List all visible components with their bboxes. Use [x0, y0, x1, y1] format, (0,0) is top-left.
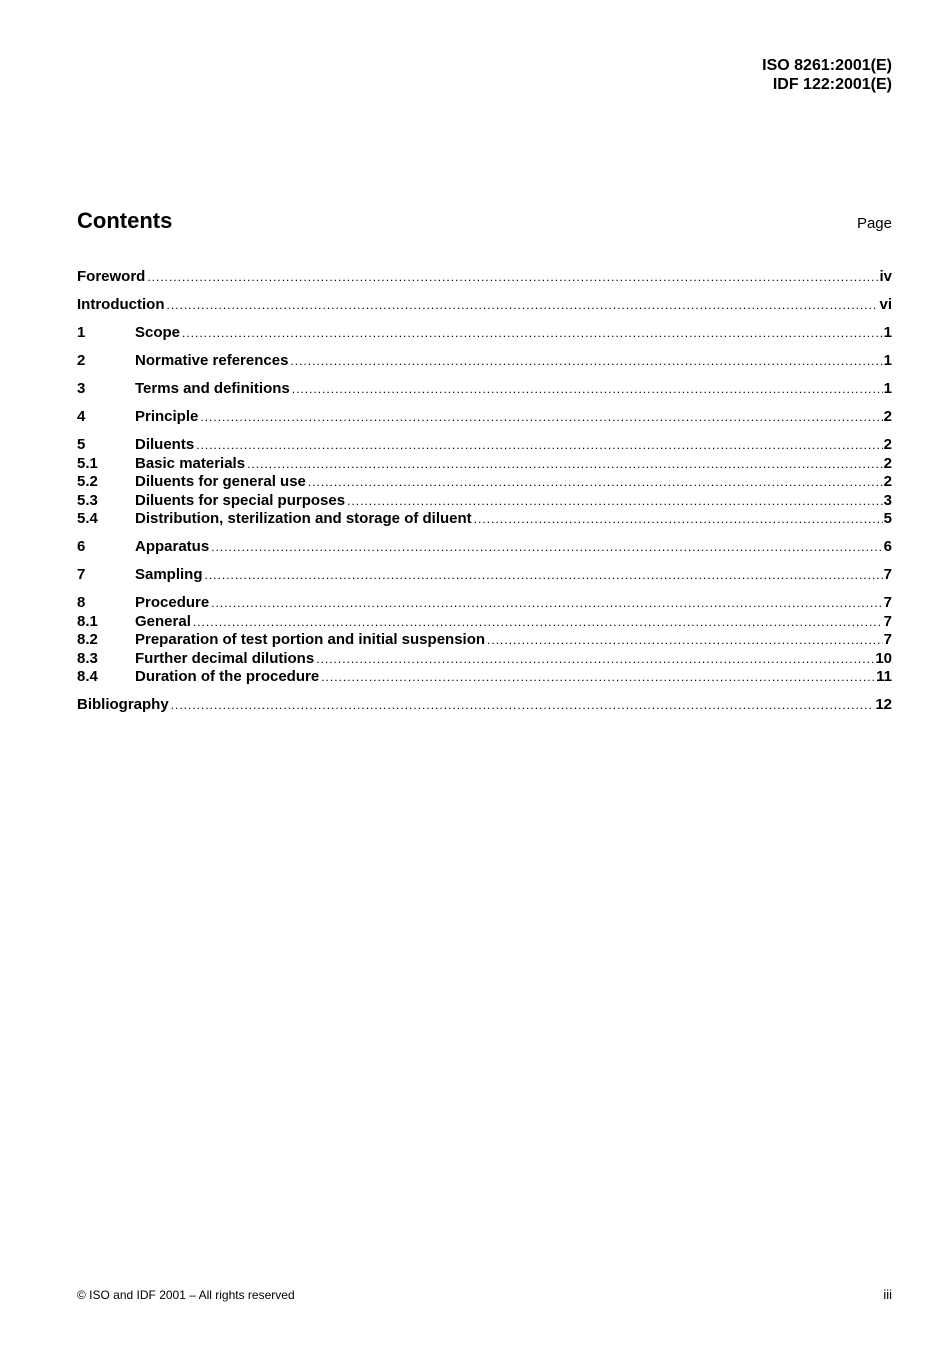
- toc-entry-page: 6: [883, 538, 892, 555]
- toc-entry-page: iv: [879, 268, 892, 285]
- toc-entry-title: Foreword: [77, 268, 146, 285]
- toc-entry[interactable]: [77, 408, 892, 427]
- toc-entry-number: 5.2: [77, 473, 98, 490]
- toc-entry-title: Diluents: [135, 436, 195, 453]
- toc-entry-number: 7: [77, 566, 86, 583]
- toc-entry-number: 8.3: [77, 649, 98, 667]
- toc-entry-page: 3: [883, 491, 892, 509]
- toc-entry[interactable]: [77, 594, 892, 613]
- toc-dot-leader: [314, 650, 874, 669]
- toc-dot-leader: [319, 668, 875, 687]
- toc-entry-page: 1: [883, 352, 892, 369]
- toc-entry-number: 4: [77, 408, 86, 425]
- toc-group: [77, 380, 892, 399]
- toc-dot-leader: [164, 296, 878, 315]
- page-number: iii: [883, 1287, 892, 1302]
- toc-entry[interactable]: [77, 613, 892, 632]
- toc-group: [77, 566, 892, 585]
- toc-entry-title: Principle: [135, 408, 199, 425]
- toc-dot-leader: [306, 473, 883, 492]
- toc-group: [77, 352, 892, 371]
- toc-entry-title: Bibliography: [77, 696, 169, 713]
- toc-entry[interactable]: [77, 492, 892, 511]
- toc-entry-page: 7: [883, 566, 892, 583]
- toc-entry[interactable]: [77, 380, 892, 399]
- toc-dot-leader: [191, 613, 883, 632]
- toc-entry[interactable]: [77, 538, 892, 557]
- toc-dot-leader: [145, 268, 878, 287]
- toc-entry-title: Procedure: [135, 594, 210, 611]
- toc-entry-number: 8: [77, 594, 86, 611]
- toc-entry-title: Further decimal dilutions: [135, 649, 315, 667]
- toc-entry-number: 8.1: [77, 612, 98, 630]
- toc-entry[interactable]: [77, 324, 892, 343]
- toc-group: [77, 268, 892, 287]
- toc-dot-leader: [485, 631, 883, 650]
- toc-dot-leader: [209, 538, 882, 557]
- toc-entry-title: General: [135, 612, 191, 630]
- toc-group: [77, 696, 892, 715]
- toc-dot-leader: [198, 408, 882, 427]
- document-identifier: [762, 56, 892, 94]
- toc-entry[interactable]: [77, 696, 892, 715]
- toc-entry-number: 5: [77, 436, 86, 453]
- toc-entry-number: 5.1: [77, 454, 98, 472]
- toc-entry-number: 6: [77, 538, 86, 555]
- toc-entry-page: 11: [876, 668, 892, 685]
- toc-entry-title: Scope: [135, 324, 181, 341]
- toc-group: [77, 436, 892, 529]
- toc-entry-page: 2: [883, 408, 892, 425]
- idf-identifier: IDF 122:2001(E): [772, 76, 892, 93]
- toc-entry-number: 2: [77, 352, 86, 369]
- toc-entry-title: Terms and definitions: [135, 380, 290, 397]
- toc-dot-leader: [472, 510, 883, 529]
- page-column-label: Page: [856, 215, 892, 232]
- toc-entry[interactable]: [77, 436, 892, 455]
- toc-entry-page: 7: [883, 594, 892, 611]
- toc-entry[interactable]: [77, 631, 892, 650]
- toc-dot-leader: [245, 455, 883, 474]
- toc-group: [77, 594, 892, 687]
- toc-entry-page: 2: [883, 436, 892, 453]
- toc-entry-page: 7: [883, 631, 892, 648]
- toc-group: [77, 538, 892, 557]
- toc-entry-title: Diluents for general use: [135, 473, 306, 490]
- toc-entry-title: Distribution, sterilization and storage of diluent: [135, 510, 472, 527]
- toc-group: [77, 324, 892, 343]
- toc-dot-leader: [203, 566, 883, 585]
- toc-entry-title: Apparatus: [135, 538, 210, 555]
- toc-entry-page: 12: [875, 696, 892, 713]
- iso-identifier: ISO 8261:2001(E): [762, 57, 892, 74]
- toc-entry-page: 1: [883, 380, 892, 397]
- contents-heading: Contents: [77, 208, 173, 233]
- toc-entry-page: 10: [875, 649, 892, 667]
- toc-entry-number: 5.3: [77, 491, 98, 509]
- toc-dot-leader: [345, 492, 883, 511]
- toc-entry[interactable]: [77, 566, 892, 585]
- toc-dot-leader: [169, 696, 875, 715]
- toc-entry-title: Duration of the procedure: [135, 668, 320, 685]
- toc-group: [77, 408, 892, 427]
- toc-group: [77, 296, 892, 315]
- copyright-notice: © ISO and IDF 2001 – All rights reserved: [77, 1288, 295, 1302]
- toc-entry-page: 7: [883, 612, 892, 630]
- toc-entry-title: Preparation of test portion and initial suspension: [135, 631, 486, 648]
- toc-entry-page: 2: [883, 454, 892, 472]
- toc-entry-title: Basic materials: [135, 454, 246, 472]
- toc-entry[interactable]: [77, 455, 892, 474]
- toc-entry[interactable]: [77, 668, 892, 687]
- toc-entry-title: Sampling: [135, 566, 203, 583]
- toc-entry-title: Introduction: [77, 296, 165, 313]
- toc-entry-number: 8.2: [77, 631, 98, 648]
- toc-entry-number: 1: [77, 324, 86, 341]
- toc-entry[interactable]: [77, 268, 892, 287]
- toc-entry-page: 2: [883, 473, 892, 490]
- toc-dot-leader: [180, 324, 883, 343]
- toc-entry-title: Diluents for special purposes: [135, 491, 346, 509]
- toc-entry-number: 5.4: [77, 510, 98, 527]
- toc-entry-page: vi: [879, 296, 892, 313]
- toc-dot-leader: [194, 436, 882, 455]
- toc-entry-title: Normative references: [135, 352, 289, 369]
- toc-entry[interactable]: [77, 352, 892, 371]
- toc-dot-leader: [209, 594, 882, 613]
- toc-entry-number: 3: [77, 380, 86, 397]
- toc-entry[interactable]: [77, 473, 892, 492]
- toc-dot-leader: [290, 380, 883, 399]
- toc-dot-leader: [288, 352, 882, 371]
- toc-entry[interactable]: [77, 296, 892, 315]
- toc-entry[interactable]: [77, 650, 892, 669]
- table-of-contents: [77, 268, 892, 724]
- toc-entry-number: 8.4: [77, 668, 98, 685]
- toc-entry-page: 1: [883, 324, 892, 341]
- toc-entry-page: 5: [883, 510, 892, 527]
- toc-entry[interactable]: [77, 510, 892, 529]
